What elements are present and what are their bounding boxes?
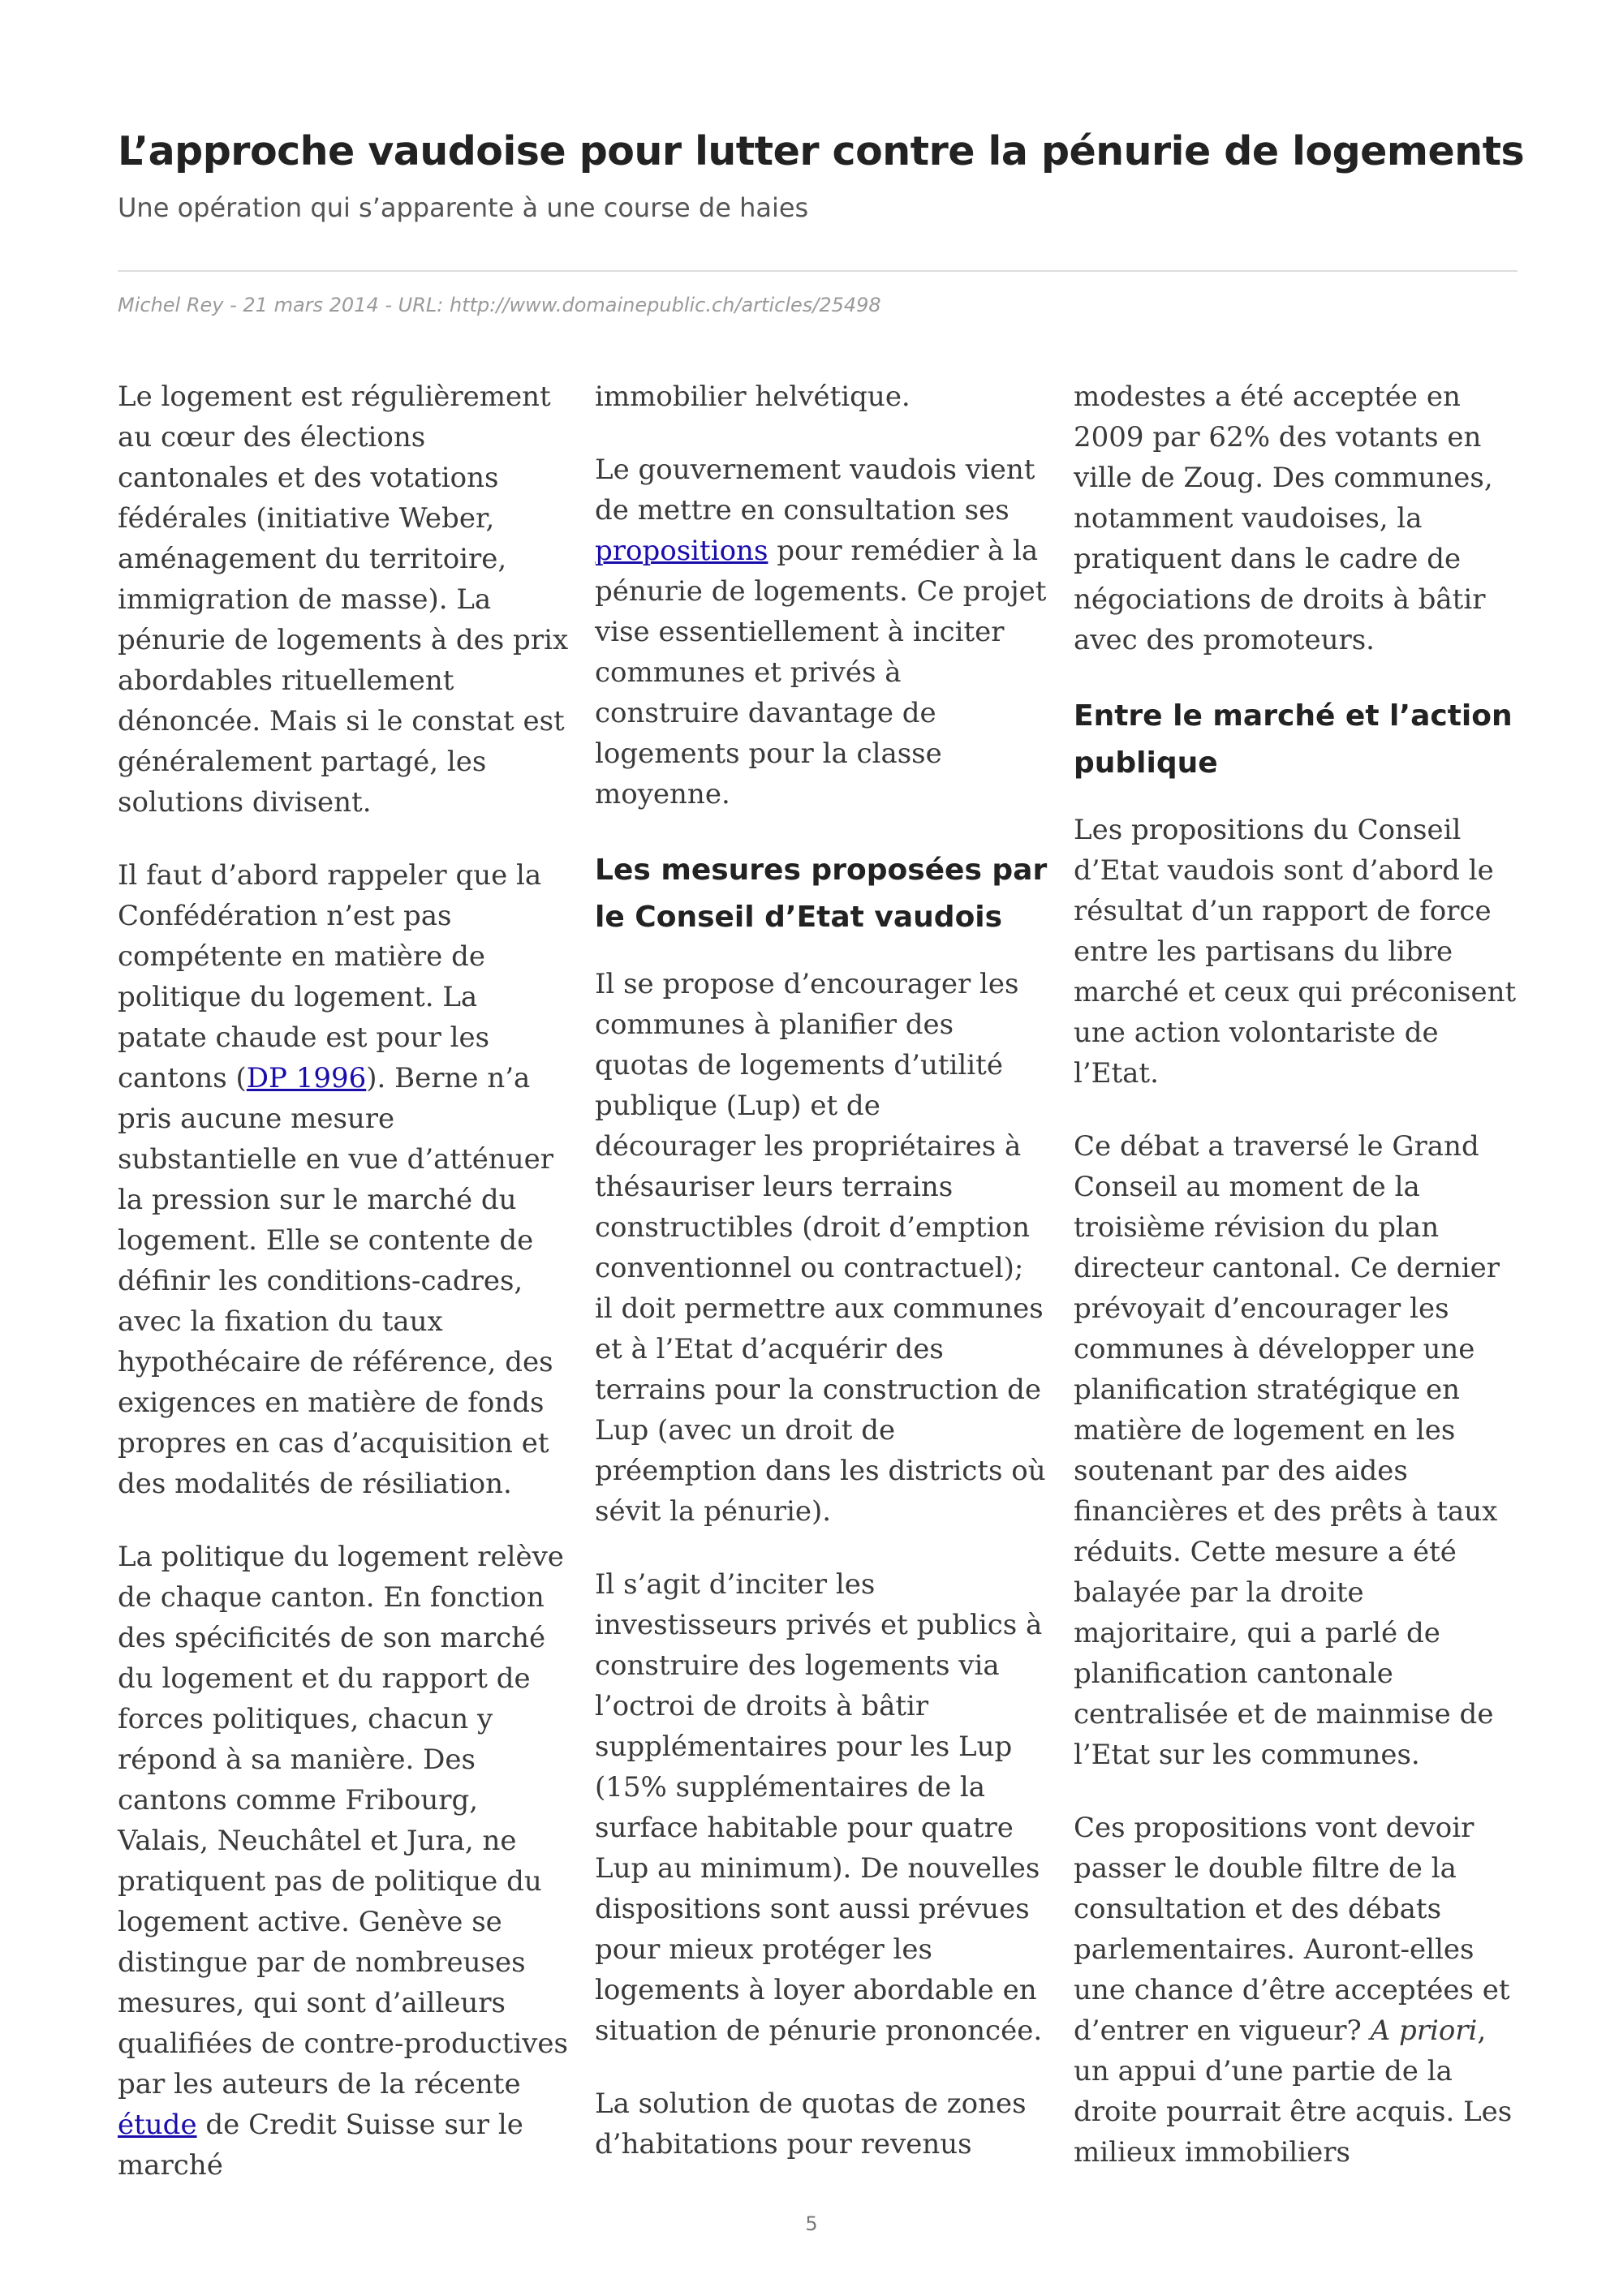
header-divider (118, 270, 1518, 272)
paragraph: Il se propose d’encourager les communes à planifier des quotas de logements d’utilité publique (Lup) et de décourager les propriétaires à thésauriser leurs terrains constructibles (droit d’emption conventionnel ou contractuel); il doit permettre aux communes et à l’Etat d’acquérir des terrains pour la construction de Lup (avec un droit de préemption dans les districts où sévit la pénurie). (595, 968, 1046, 1528)
text-span: , un appui d’une partie de la droite pourrait être acquis. Les milieux immobiliers (1074, 2014, 1513, 2169)
article-meta: Michel Rey - 21 mars 2014 - URL: http://www.domainepublic.ch/articles/25498 (118, 294, 881, 316)
paragraph (118, 1537, 572, 2186)
text-span: Il faut d’abord rappeler que la Confédération n’est pas compétente en matière de politique du logement. La patate chaude est pour les cantons ( (118, 859, 542, 1094)
paragraph (595, 449, 1049, 815)
page-number: 5 (805, 2212, 818, 2235)
section-heading: Les mesures proposées par le Conseil d’Etat vaudois (595, 853, 1048, 934)
paragraph: Les propositions du Conseil d’Etat vaudois sont d’abord le résultat d’un rapport de force entre les partisans du libre marché et ceux qui préconisent une action volontariste de l’Etat. (1074, 814, 1517, 1090)
article-subtitle: Une opération qui s’apparente à une course de haies (118, 192, 809, 223)
section-heading: Entre le marché et l’action publique (1074, 699, 1513, 780)
text-span: ). Berne n’a pris aucune mesure substantielle en vue d’atténuer la pression sur le marché du logement. Elle se contente de définir les conditions-cadres, avec la fixation du taux hypothécaire de référence, des exigences en matière de fonds propres en cas d’acquisition et des modalités de résiliation. (118, 1062, 554, 1500)
etude-link[interactable]: étude (118, 2109, 197, 2141)
text-span: Ces propositions vont devoir passer le double filtre de la consultation et des débats parlementaires. Auront-elles une chance d’être acceptées et d’entrer en vigueur? (1074, 1812, 1510, 2047)
column-3 (1074, 376, 1528, 2205)
paragraph: La solution de quotas de zones d’habitations pour revenus (595, 2087, 1027, 2161)
column-2 (595, 376, 1049, 2197)
article-header (118, 128, 1525, 223)
paragraph: immobilier helvétique. (595, 381, 911, 413)
paragraph: Il s’agit d’inciter les investisseurs privés et publics à construire des logements via l’octroi de droits à bâtir supplémentaires pour les Lup (15% supplémentaires de la surface habitable pour quatre Lup au minimum). De nouvelles dispositions sont aussi prévues pour mieux protéger les logements à loyer abordable en situation de pénurie prononcée. (595, 1568, 1043, 2047)
paragraph (1074, 1808, 1528, 2173)
text-span: de Credit Suisse sur le marché (118, 2109, 523, 2182)
paragraph: Ce débat a traversé le Grand Conseil au moment de la troisième révision du plan directeur cantonal. Ce dernier prévoyait d’encourager les communes à développer une planification stratégique en matière de logement en les soutenant par des aides financières et des prêts à taux réduits. Cette mesure a été balayée par la droite majoritaire, qui a parlé de planification cantonale centralisée et de mainmise de l’Etat sur les communes. (1074, 1130, 1500, 1771)
propositions-link[interactable]: propositions (595, 535, 768, 567)
text-span: Le gouvernement vaudois vient de mettre en consultation ses (595, 454, 1035, 527)
text-span: La politique du logement relève de chaque canton. En fonction des spécificités de son marché du logement et du rapport de forces politiques, chacun y répond à sa manière. Des cantons comme Fribourg, Valais, Neuchâtel et Jura, ne pratiquent pas de politique du logement active. Genève se distingue par de nombreuses mesures, qui sont d’ailleurs qualifiées de contre-productives par les auteurs de la récente (118, 1541, 568, 2100)
paragraph: modestes a été acceptée en 2009 par 62% des votants en ville de Zoug. Des communes, notamment vaudoises, la pratiquent dans le cadre de négociations de droits à bâtir avec des promoteurs. (1074, 381, 1493, 656)
article-title: L’approche vaudoise pour lutter contre la pénurie de logements (118, 128, 1525, 174)
column-1 (118, 376, 572, 2218)
dp-1996-link[interactable]: DP 1996 (246, 1062, 367, 1094)
text-span: pour remédier à la pénurie de logements. Ce projet vise essentiellement à inciter communes et privés à construire davantage de logements pour la classe moyenne. (595, 535, 1047, 810)
emphasis: A priori (1370, 2014, 1478, 2047)
paragraph (118, 855, 572, 1504)
paragraph: Le logement est régulièrement au cœur des élections cantonales et des votations fédérales (initiative Weber, aménagement du territoire, immigration de masse). La pénurie de logements à des prix abordables rituellement dénoncée. Mais si le constat est généralement partagé, les solutions divisent. (118, 381, 569, 819)
